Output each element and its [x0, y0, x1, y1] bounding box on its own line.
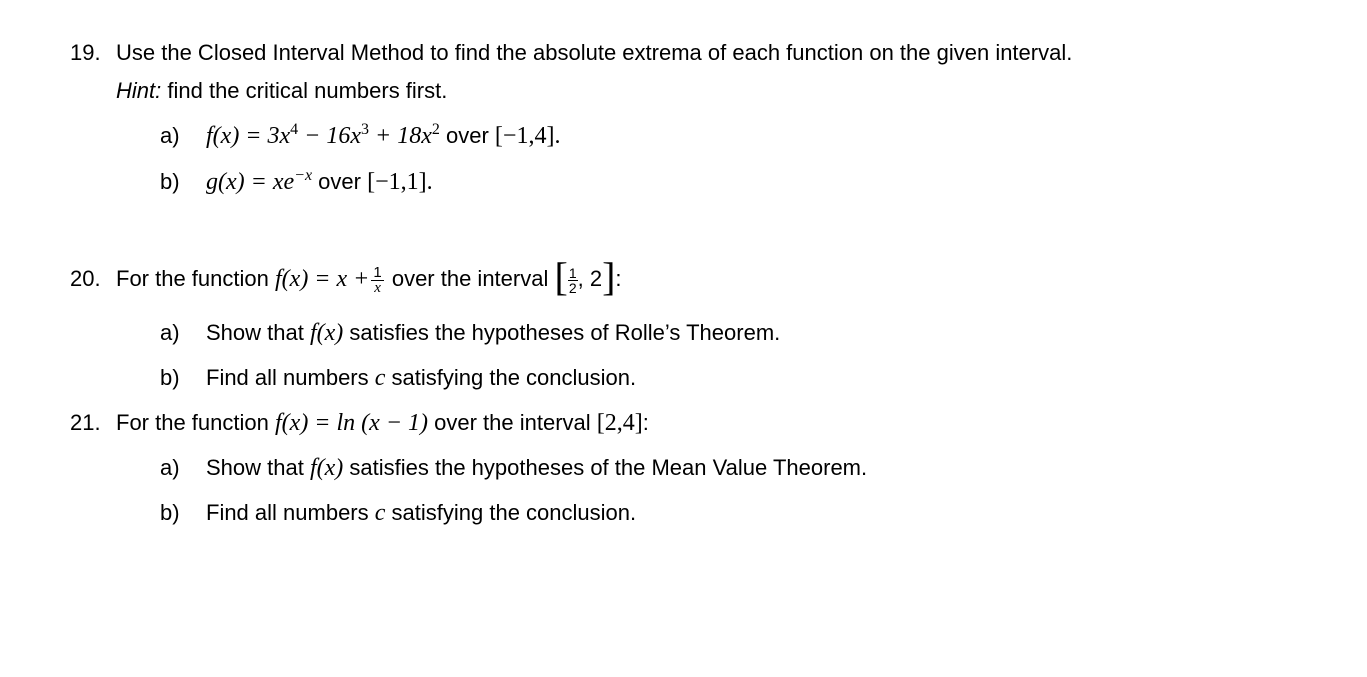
function-symbol: f(x)	[309, 320, 344, 346]
part-label: b)	[160, 169, 180, 194]
problem-19-part-b	[160, 167, 433, 197]
fraction: $\frac{1}{x}$	[373, 263, 382, 296]
problem-19-hint	[116, 76, 447, 106]
part-label: b)	[160, 500, 180, 525]
interval: [−1,4].	[494, 123, 561, 149]
interval-fraction: $\frac{1}{2}$	[568, 264, 577, 296]
problem-21-part-b: b) Find all numbers c satisfying the conclusion.	[160, 500, 637, 526]
part-label: a)	[160, 455, 180, 480]
problem-21-statement	[70, 408, 649, 438]
function-expression: $g(x) = xe^{-x}$	[206, 167, 313, 195]
problem-number: 19.	[70, 40, 101, 65]
problem-number: 20.	[70, 266, 101, 291]
problem-prefix: For the function	[116, 266, 269, 291]
problem-prefix: For the function	[116, 410, 269, 435]
interval-phrase: over the interval	[434, 410, 591, 435]
problem-20-part-a: a) Show that f(x) satisfies the hypotheses of Rolle’s Theorem.	[160, 320, 781, 346]
interval-open-bracket: [	[554, 254, 568, 300]
problem-number: 21.	[70, 410, 101, 435]
problem-text: Use the Closed Interval Method to find the absolute extrema of each function on the given interval.	[116, 40, 1073, 65]
variable-c: c	[374, 365, 386, 391]
problem-21-part-a: a) Show that f(x) satisfies the hypotheses of the Mean Value Theorem.	[160, 455, 868, 481]
problem-19-statement	[70, 38, 1072, 68]
variable-c: c	[374, 500, 386, 526]
interval-close-bracket: ]	[602, 254, 616, 300]
problem-20-part-b: b) Find all numbers c satisfying the conclusion.	[160, 365, 637, 391]
hint-label: Hint:	[116, 78, 162, 103]
function-expression: f(x) = ln (x − 1)	[275, 410, 428, 436]
interval-rest: , 2	[577, 266, 603, 291]
over-word: over	[318, 169, 361, 194]
colon: :	[615, 266, 622, 291]
colon: :	[642, 410, 649, 435]
function-symbol: f(x)	[309, 455, 344, 481]
over-word: over	[446, 123, 489, 148]
problem-19-part-a	[160, 121, 560, 151]
function-expression: $f(x) = 3x^4 - 16x^3 + 18x^2$	[206, 121, 440, 149]
part-label: b)	[160, 365, 180, 390]
part-label: a)	[160, 320, 180, 345]
function-expression: f(x) = x +	[275, 266, 370, 292]
interval-phrase: over the interval	[391, 266, 549, 291]
interval: [−1,1].	[367, 169, 433, 195]
hint-text: find the critical numbers first.	[167, 78, 448, 103]
problem-20-statement	[70, 254, 622, 300]
part-label: a)	[160, 123, 180, 148]
interval: [2,4]	[596, 410, 643, 436]
